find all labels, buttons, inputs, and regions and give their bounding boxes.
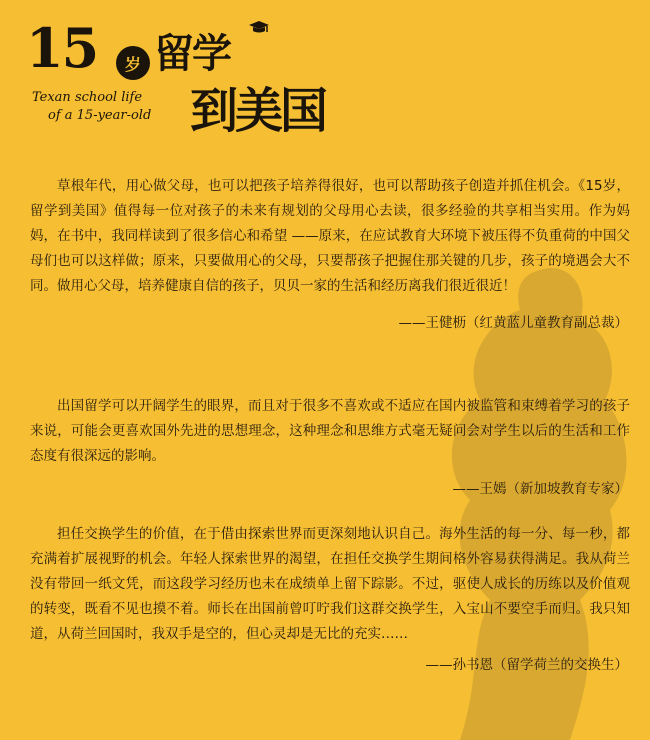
review-2-signature: ——王嫣（新加坡教育专家） [452, 481, 628, 497]
review-2 [30, 394, 630, 502]
review-3 [30, 522, 630, 678]
review-3-text: 担任交换学生的价值，在于借由探索世界而更深刻地认识自己。海外生活的每一分、每一秒，都充满着扩展视野的机会。年轻人探索世界的渴望，在担任交换学生期间格外容易获得满足。我从荷兰没有带回一纸文凭，而这段学习经历也未在成绩单上留下踪影。不过，驱使人成长的历练以及价值观的转变，既看不见也摸不着。师长在出国前曾叮咛我们这群交换学生，入宝山不要空手而归。我只知道，从荷兰回国时，我双手是空的，但心灵却是无比的充实…… [30, 526, 630, 642]
logo-age-unit-badge: 岁 [116, 46, 150, 80]
logo-title-line2: 到美国 [190, 83, 326, 139]
graduation-cap-icon [248, 20, 270, 40]
review-1-signature: ——王健枥（红黄蓝儿童教育副总裁） [398, 315, 628, 331]
review-3-signature: ——孙书恩（留学荷兰的交换生） [425, 657, 628, 673]
logo-tagline-line2: of a 15-year-old [48, 108, 152, 123]
book-logo [26, 10, 346, 139]
review-1 [30, 174, 630, 336]
logo-title-line1: 留学 [154, 31, 230, 77]
review-2-text: 出国留学可以开阔学生的眼界，而且对于很多不喜欢或不适应在国内被监管和束缚着学习的孩子来说，可能会更喜欢国外先进的思想理念，这种理念和思维方式毫无疑问会对学生以后的生活和工作态度有很深远的影响。 [30, 398, 630, 464]
logo-age: 15 [26, 16, 98, 80]
logo-tagline-line1: Texan school life [32, 90, 143, 105]
review-1-text: 草根年代，用心做父母，也可以把孩子培养得很好，也可以帮助孩子创造并抓住机会。《15岁，留学到美国》值得每一位对孩子的未来有规划的父母用心去读，很多经验的共享相当实用。作为妈妈，在书中，我同样读到了很多信心和希望 ——原来，在应试教育大环境下被压得不负重荷的中国父母们也可以这样做；原来，只要做用心的父母，只要帮孩子把握住那关键的几步，孩子的境遇会大不同。做用心父母，培养健康自信的孩子，贝贝一家的生活和经历离我们很近很近！ [30, 178, 630, 294]
